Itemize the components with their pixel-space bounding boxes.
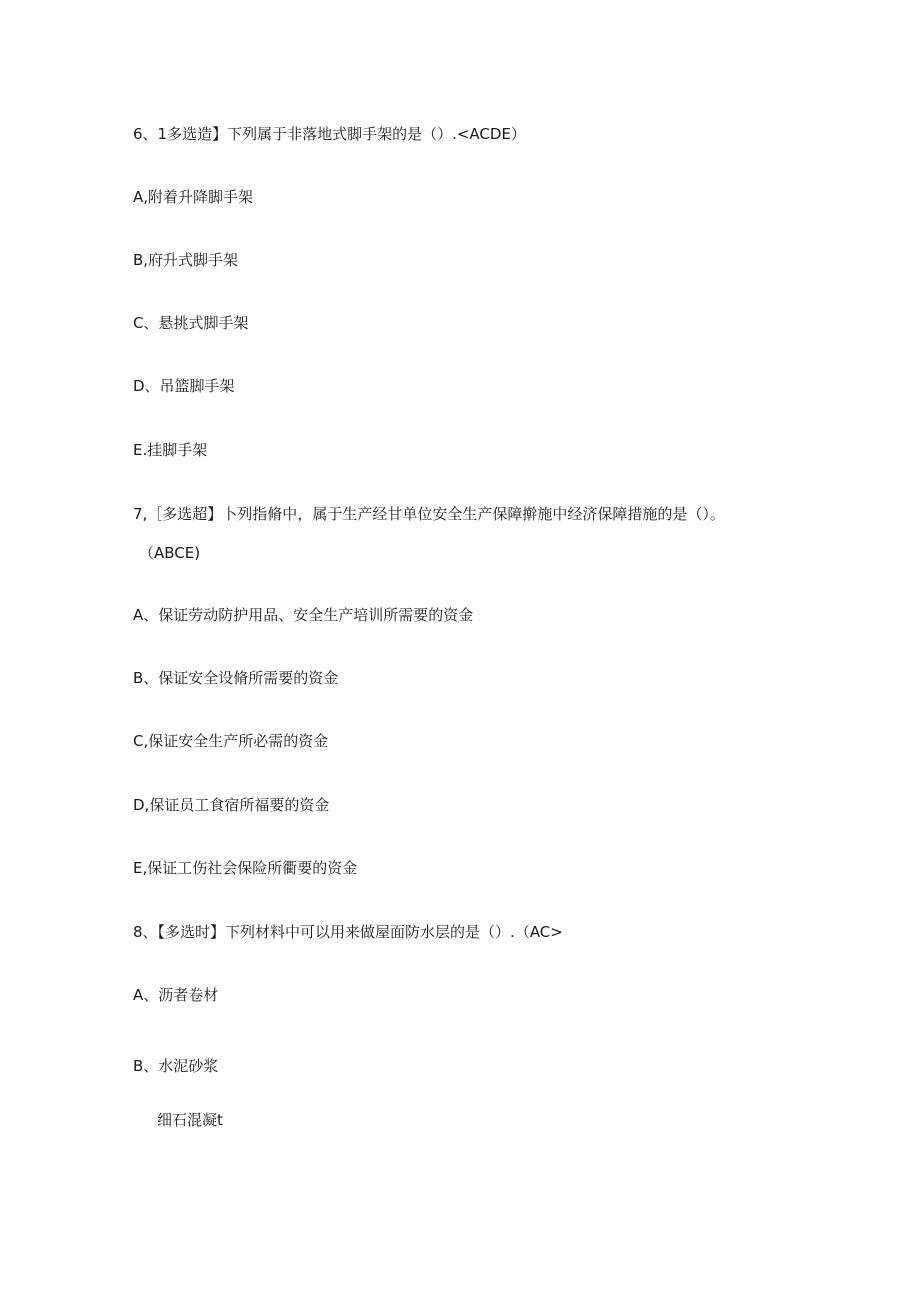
question-6-stem: 6、1多选造】下列属于非落地式脚手架的是（）.<ACDE） <box>133 125 526 143</box>
question-7-option-b: B、保证安全设脩所需要的资金 <box>133 669 339 687</box>
question-8-option-b: B、水泥砂浆 <box>133 1057 219 1075</box>
question-8-option-a: A、沥者卷材 <box>133 986 219 1004</box>
question-6-option-d: D、吊篮脚手架 <box>133 377 235 395</box>
question-8-option-c: 细石混凝t <box>157 1111 223 1129</box>
question-7-stem: 7,［多选超】卜列指脩中，属于生产经甘单位安全生产保障擀施中经济保障措施的是（）。 <box>133 505 725 523</box>
question-6-option-e: E.挂脚手架 <box>133 441 208 459</box>
question-6-option-b: B,府升式脚手架 <box>133 251 239 269</box>
question-7-option-c: C,保证安全生产所必需的资金 <box>133 732 329 750</box>
question-6-option-c: C、悬挑式脚手架 <box>133 314 249 332</box>
question-7-option-e: E,保证工伤社会保险所衢要的资金 <box>133 859 358 877</box>
question-6-option-a: A,附着升降脚手架 <box>133 188 254 206</box>
question-7-option-d: D,保证员工食宿所福要的资金 <box>133 796 330 814</box>
question-7-option-a: A、保证劳动防护用品、安全生产培训所需要的资金 <box>133 606 474 624</box>
question-7-answer: （ABCE) <box>139 544 201 562</box>
question-8-stem: 8、【多选时】下列材料中可以用来做屋面防水层的是（）.（AC> <box>133 923 563 941</box>
